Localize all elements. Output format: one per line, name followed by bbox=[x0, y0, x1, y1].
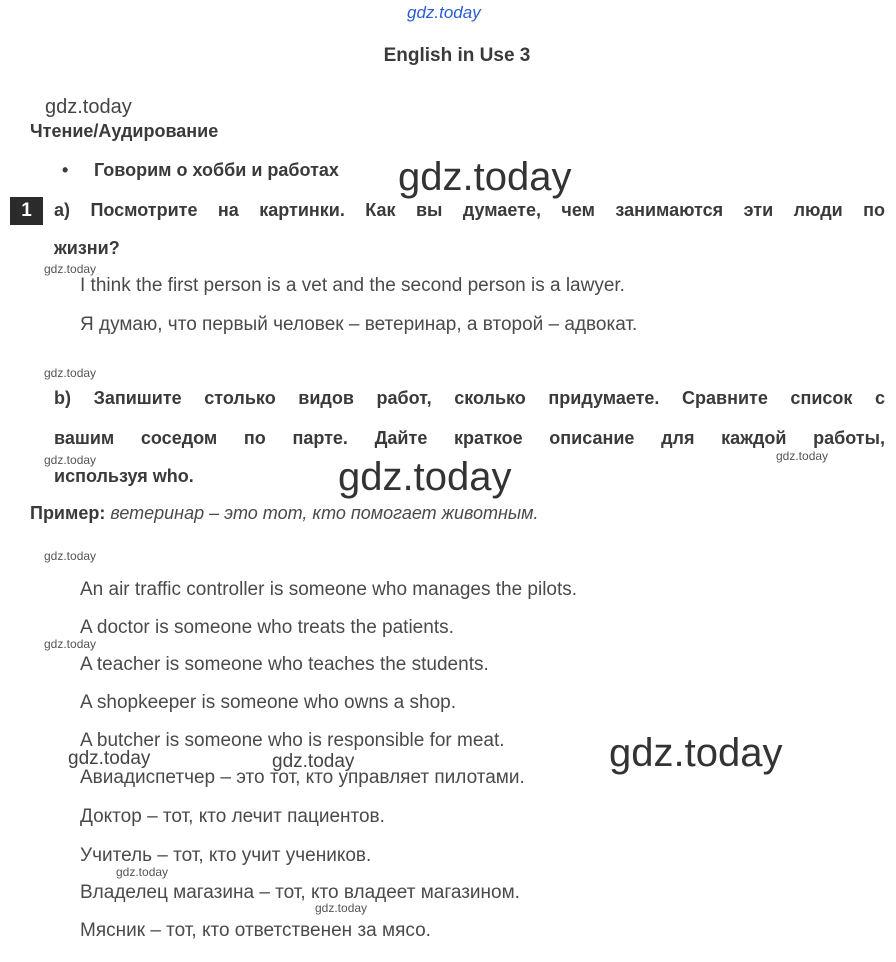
answer-b-line: Авиадиспетчер – это тот, кто управляет пилотами. bbox=[80, 767, 525, 788]
answer-a-russian: Я думаю, что первый человек – ветеринар, а второй – адвокат. bbox=[80, 314, 638, 335]
answer-b-line: Доктор – тот, кто лечит пациентов. bbox=[80, 806, 385, 827]
watermark: gdz.today bbox=[44, 549, 97, 563]
bullet-icon: • bbox=[62, 160, 69, 180]
watermark: gdz.today bbox=[398, 155, 572, 199]
question-a-line-1: a) Посмотрите на картинки. Как вы думаете, чем занимаются эти люди по bbox=[54, 200, 885, 220]
watermark: gdz.today bbox=[44, 453, 97, 467]
watermark: gdz.today bbox=[45, 96, 132, 118]
answer-b-line: An air traffic controller is someone who manages the pilots. bbox=[80, 579, 578, 600]
watermark: gdz.today bbox=[68, 748, 151, 769]
exercise-number: 1 bbox=[10, 197, 43, 225]
section-heading: Чтение/Аудирование bbox=[30, 121, 219, 141]
watermark: gdz.today bbox=[44, 262, 97, 276]
answer-b-line: A shopkeeper is someone who owns a shop. bbox=[80, 692, 457, 713]
watermark: gdz.today bbox=[338, 455, 512, 499]
watermark: gdz.today bbox=[44, 366, 97, 380]
bullet-text: Говорим о хобби и работах bbox=[94, 160, 339, 180]
answer-b-line: Учитель – тот, кто учит учеников. bbox=[80, 845, 372, 866]
example-label: Пример: bbox=[30, 503, 106, 523]
watermark: gdz.today bbox=[315, 901, 368, 915]
answer-b-line: A doctor is someone who treats the patients. bbox=[80, 617, 454, 638]
question-b-line-1: b) Запишите столько видов работ, сколько придумаете. Сравните список с bbox=[54, 388, 885, 408]
example-text: ветеринар – это тот, кто помогает животным. bbox=[110, 503, 539, 523]
answer-a-english: I think the first person is a vet and the second person is a lawyer. bbox=[80, 275, 625, 296]
watermark: gdz.today bbox=[776, 449, 829, 463]
question-b-line-3: используя who. bbox=[54, 466, 194, 486]
page-title: English in Use 3 bbox=[383, 45, 531, 66]
watermark: gdz.today bbox=[44, 637, 97, 651]
watermark: gdz.today bbox=[272, 751, 355, 772]
question-a-line-2: жизни? bbox=[54, 238, 120, 258]
answer-b-line: A teacher is someone who teaches the students. bbox=[80, 654, 489, 675]
watermark: gdz.today bbox=[116, 865, 169, 879]
bullet-item bbox=[62, 160, 339, 181]
example bbox=[30, 503, 539, 524]
answer-b-line: Владелец магазина – тот, кто владеет магазином. bbox=[80, 882, 520, 903]
watermark: gdz.today bbox=[407, 3, 481, 22]
answer-b-line: Мясник – тот, кто ответственен за мясо. bbox=[80, 920, 431, 941]
watermark: gdz.today bbox=[609, 731, 783, 775]
question-b-line-2: вашим соседом по парте. Дайте краткое описание для каждой работы, bbox=[54, 428, 885, 448]
answer-b-line: A butcher is someone who is responsible for meat. bbox=[80, 730, 505, 751]
